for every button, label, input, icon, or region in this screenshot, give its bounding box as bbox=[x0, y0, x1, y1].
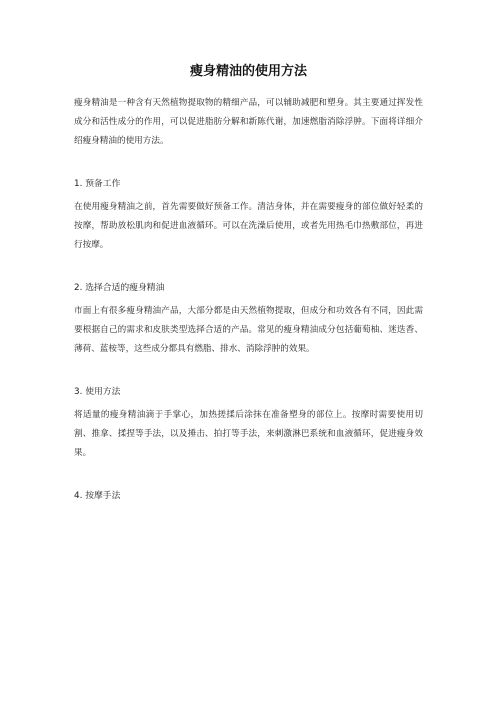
section-heading: 1. 预备工作 bbox=[74, 179, 121, 189]
intro-paragraph: 瘦身精油是一种含有天然植物提取物的精细产品，可以辅助减肥和塑身。其主要通过挥发性成分和活性成分的作用，可以促进脂肪分解和新陈代谢，加速燃脂消除浮肿。下面将详细介绍瘦身精油的使用方法。 bbox=[74, 98, 423, 146]
section-1 bbox=[74, 175, 423, 255]
section-heading: 2. 选择合适的瘦身精油 bbox=[74, 283, 165, 293]
section-3 bbox=[74, 383, 423, 463]
document-title: 瘦身精油的使用方法 bbox=[189, 64, 307, 79]
section-body: 市面上有很多瘦身精油产品，大部分都是由天然植物提取，但成分和功效各有不同，因此需要根据自己的需求和皮肤类型选择合适的产品。常见的瘦身精油成分包括葡萄柚、迷迭香、薄荷、蓝桉等，这些成分都具有燃脂、排水、消除浮肿的效果。 bbox=[74, 306, 423, 354]
section-heading: 3. 使用方法 bbox=[74, 387, 121, 397]
section-body: 将适量的瘦身精油滴于手掌心，加热搓揉后涂抹在准备塑身的部位上。按摩时需要使用切割、推拿、揉捏等手法，以及捶击、拍打等手法，来刺激淋巴系统和血液循环，促进瘦身效果。 bbox=[74, 410, 423, 458]
section-2 bbox=[74, 279, 423, 359]
section-4 bbox=[74, 487, 423, 506]
section-heading: 4. 按摩手法 bbox=[74, 491, 121, 501]
section-body: 在使用瘦身精油之前，首先需要做好预备工作。清洁身体，并在需要瘦身的部位做好轻柔的按摩，帮助放松肌肉和促进血液循环。可以在洗澡后使用，或者先用热毛巾热敷部位，再进行按摩。 bbox=[74, 202, 423, 250]
